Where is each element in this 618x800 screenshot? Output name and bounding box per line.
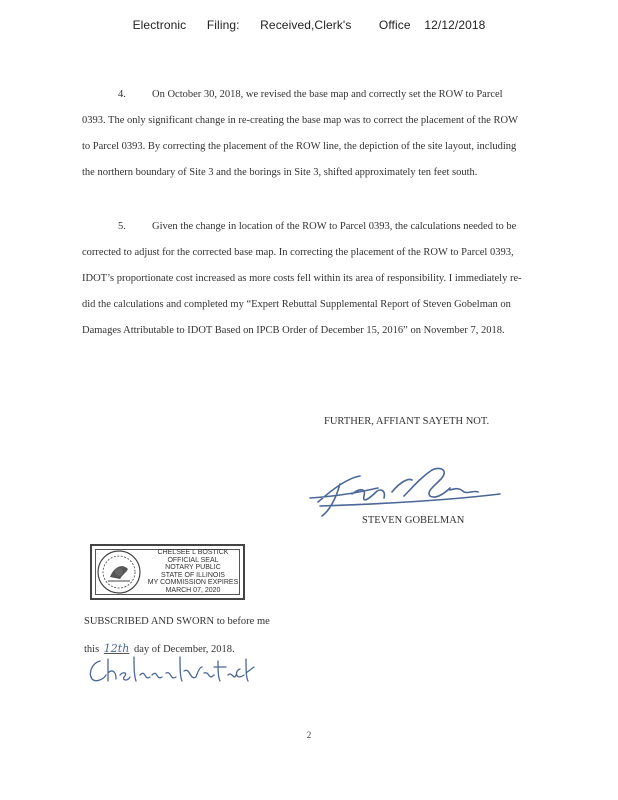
filing-header: Electronic Filing: Received,Clerk's Office 12/12/2018 [132, 18, 486, 32]
stamp-line: MARCH 07, 2020 [165, 586, 221, 594]
stamp-line: OFFICIAL SEAL [167, 556, 219, 564]
stamp-line: NOTARY PUBLIC [165, 564, 221, 572]
page-number: 2 [306, 730, 312, 740]
stamp-line: MY COMMISSION EXPIRES [147, 579, 239, 587]
day-suffix: day of December, 2018. [133, 644, 235, 655]
day-prefix: this [84, 644, 100, 655]
signer-name: STEVEN GOBELMAN [362, 515, 465, 526]
paragraph-4-number: 4. [118, 89, 126, 100]
paragraph-5-number: 5. [118, 221, 126, 232]
stamp-text-block [144, 549, 242, 595]
sworn-statement: SUBSCRIBED AND SWORN to before me [84, 616, 270, 627]
day-value: 12th [103, 642, 130, 655]
paragraph-4 [82, 82, 527, 186]
further-affiant-text: FURTHER, AFFIANT SAYETH NOT. [324, 416, 490, 427]
state-seal-icon [96, 549, 142, 595]
stamp-line: STATE OF ILLINOIS [161, 571, 225, 579]
notary-signature [86, 653, 256, 687]
notary-seal-stamp [90, 544, 245, 600]
paragraph-4-text: On October 30, 2018, we revised the base map and correctly set the ROW to Parcel 0393. The only significant change in re-creating the base map was to correct the placement of the ROW to Parcel 0393. By correcting the placement of the ROW line, the depiction of the site layout, including the northern boundary of Site 3 and the borings in Site 3, shifted approximately ten feet south. [82, 89, 518, 178]
paragraph-5-text: Given the change in location of the ROW to Parcel 0393, the calculations needed to be corrected to adjust for the corrected base map. In correcting the placement of the ROW to Parcel 0393, IDOT’s proportionate cost increased as more costs fell within its area of responsibility. I immediately re-did the calculations and completed my “Expert Rebuttal Supplemental Report of Steven Gobelman on Damages Attributable to IDOT Based on IPCB Order of December 15, 2016” on November 7, 2018. [82, 221, 522, 336]
stamp-line: CHELSEE L BOSTICK [157, 549, 229, 556]
affiant-signature [300, 458, 510, 520]
paragraph-5 [82, 214, 527, 344]
